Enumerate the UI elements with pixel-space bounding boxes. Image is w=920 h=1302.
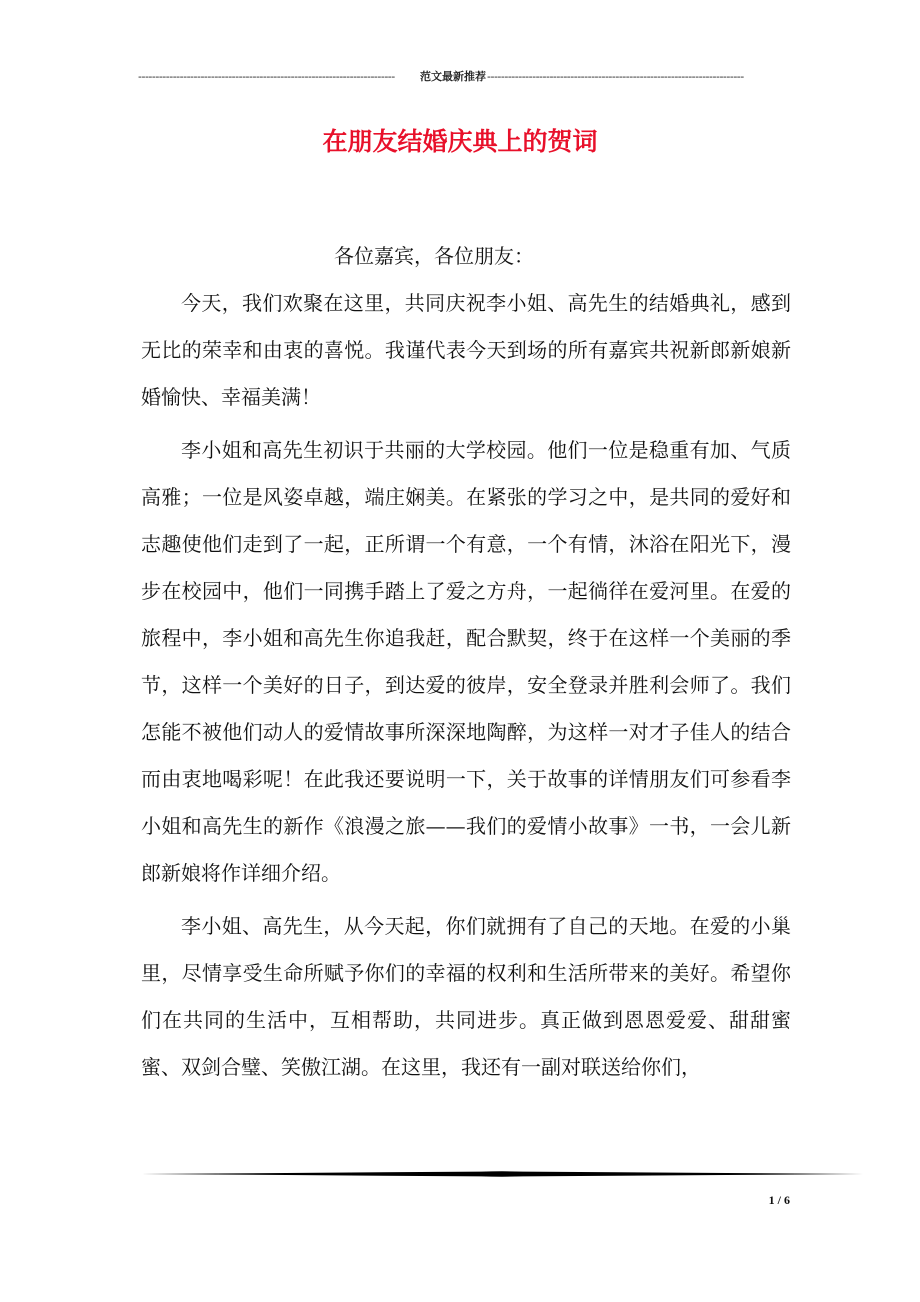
body-paragraph-2: 李小姐和高先生初识于共丽的大学校园。他们一位是稳重有加、气质高雅；一位是风姿卓越，端庄娴美。在紧张的学习之中，是共同的爱好和志趣使他们走到了一起，正所谓一个有意，一个有情，沐浴在阳光下，漫步在校园中，他们一同携手踏上了爱之方舟，一起徜徉在爱河里。在爱的旅程中，李小姐和高先生你追我赶，配合默契，终于在这样一个美丽的季节，这样一个美好的日子，到达爱的彼岸，安全登录并胜利会师了。我们怎能不被他们动人的爱情故事所深深地陶醉，为这样一对才子佳人的结合而由衷地喝彩呢！在此我还要说明一下，关于故事的详情朋友们可参看李小姐和高先生的新作《浪漫之旅——我们的爱情小故事》一书，一会儿新郎新娘将作详细介绍。 (141, 438, 791, 885)
page-header (138, 69, 768, 85)
document-title: 在朋友结婚庆典上的贺词 (322, 127, 598, 156)
page-number: 1 / 6 (768, 1193, 790, 1207)
body-paragraph-3: 李小姐、高先生，从今天起，你们就拥有了自己的天地。在爱的小巢里，尽情享受生命所赋予你们的幸福的权利和生活所带来的美好。希望你们在共同的生活中，互相帮助，共同进步。真正做到恩恩爱爱、甜甜蜜蜜、双剑合璧、笑傲江湖。在这里，我还有一副对联送给你们， (141, 914, 791, 1079)
greeting-paragraph: 各位嘉宾，各位朋友： (334, 244, 534, 268)
body-paragraph-1: 今天，我们欢聚在这里，共同庆祝李小姐、高先生的结婚典礼，感到无比的荣幸和由衷的喜悦。我谨代表今天到场的所有嘉宾共祝新郎新娘新婚愉快、幸福美满！ (141, 291, 791, 409)
header-dashes-right: -------------------------------------------------------------------------- (487, 70, 744, 83)
document-body (141, 233, 791, 1091)
footer-rule (141, 1171, 863, 1177)
header-dashes-left: -------------------------------------------------------------------------- (138, 70, 395, 83)
header-label: 范文最新推荐 (420, 70, 486, 83)
